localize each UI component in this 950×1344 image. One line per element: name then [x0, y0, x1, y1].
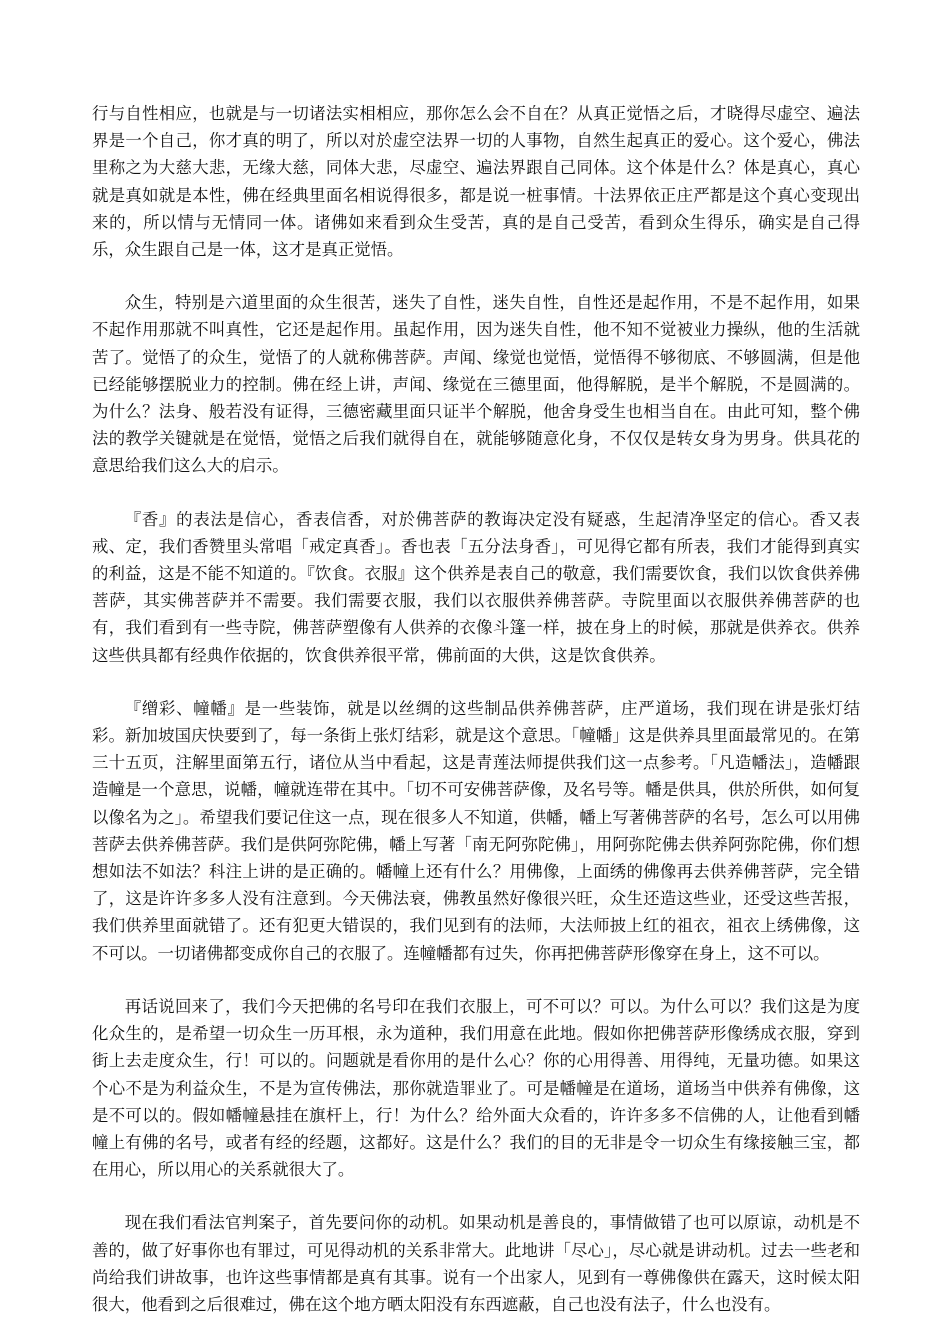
- paragraph-3: 『香』的表法是信心，香表信香，对於佛菩萨的教诲决定没有疑惑，生起清净坚定的信心。香又表戒、定，我们香赞里头常唱「戒定真香」。香也表「五分法身香」，可见得它都有所表，我们才能得到真实的利益，这是不能不知道的。『饮食。衣服』这个供养是表自己的敬意，我们需要饮食，我们以饮食供养佛菩萨，其实佛菩萨并不需要。我们需要衣服，我们以衣服供养佛菩萨。寺院里面以衣服供养佛菩萨的也有，我们看到有一些寺院，佛菩萨塑像有人供养的衣像斗篷一样，披在身上的时候，那就是供养衣。供养这些供具都有经典作依据的，饮食供养很平常，佛前面的大供，这是饮食供养。: [92, 509, 860, 665]
- paragraph-5: 再话说回来了，我们今天把佛的名号印在我们衣服上，可不可以？可以。为什么可以？我们这是为度化众生的，是希望一切众生一历耳根，永为道种，我们用意在此地。假如你把佛菩萨形像绣成衣服，穿到街上去走度众生，行！可以的。问题就是看你用的是什么心？你的心用得善、用得纯，无量功德。如果这个心不是为利益众生，不是为宣传佛法，那你就造罪业了。可是幡幢是在道场，道场当中供养有佛像，这是不可以的。假如幡幢悬挂在旗杆上，行！为什么？给外面大众看的，许许多多不信佛的人，让他看到幡幢上有佛的名号，或者有经的经题，这都好。这是什么？我们的目的无非是令一切众生有缘接触三宝，都在用心，所以用心的关系就很大了。: [92, 996, 860, 1180]
- paragraph-4: 『缯彩、幢幡』是一些装饰，就是以丝绸的这些制品供养佛菩萨，庄严道场，我们现在讲是张灯结彩。新加坡国庆快要到了，每一条街上张灯结彩，就是这个意思。「幢幡」这是供养具里面最常见的。在第三十五页，注解里面第五行，诸位从当中看起，这是青莲法师提供我们这一点参考。「凡造幡法」，造幡跟造幢是一个意思，说幡，幢就连带在其中。「切不可安佛菩萨像，及名号等。幡是供具，供於所供，如何复以像名为之」。希望我们要记住这一点，现在很多人不知道，供幡，幡上写著佛菩萨的名号，怎么可以用佛菩萨去供养佛菩萨。我们是供阿弥陀佛，幡上写著「南无阿弥陀佛」，用阿弥陀佛去供养阿弥陀佛，你们想想如法不如法？科注上讲的是正确的。幡幢上还有什么？用佛像，上面绣的佛像再去供养佛菩萨，完全错了，这是许许多多人没有注意到。今天佛法衰，佛教虽然好像很兴旺，众生还造这些业，还受这些苦报，我们供养里面就错了。还有犯更大错误的，我们见到有的法师，大法师披上红的祖衣，祖衣上绣佛像，这不可以。一切诸佛都变成你自己的衣服了。连幢幡都有过失，你再把佛菩萨形像穿在身上，这不可以。: [92, 698, 860, 963]
- document-page: [92, 100, 860, 1344]
- paragraph-1: 行与自性相应，也就是与一切诸法实相相应，那你怎么会不自在？从真正觉悟之后，才晓得尽虚空、遍法界是一个自己，你才真的明了，所以对於虚空法界一切的人事物，自然生起真正的爱心。这个爱心，佛法里称之为大慈大悲，无缘大慈，同体大悲，尽虚空、遍法界跟自己同体。这个体是什么？体是真心，真心就是真如就是本性，佛在经典里面名相说得很多，都是说一桩事情。十法界依正庄严都是这个真心变现出来的，所以情与无情同一体。诸佛如来看到众生受苦，真的是自己受苦，看到众生得乐，确实是自己得乐，众生跟自己是一体，这才是真正觉悟。: [92, 104, 860, 260]
- paragraph-2: 众生，特别是六道里面的众生很苦，迷失了自性，迷失自性，自性还是起作用，不是不起作用，如果不起作用那就不叫真性，它还是起作用。虽起作用，因为迷失自性，他不知不觉被业力操纵，他的生活就苦了。觉悟了的众生，觉悟了的人就称佛菩萨。声闻、缘觉也觉悟，觉悟得不够彻底、不够圆满，但是他已经能够摆脱业力的控制。佛在经上讲，声闻、缘觉在三德里面，他得解脱，是半个解脱，不是圆满的。为什么？法身、般若没有证得，三德密藏里面只证半个解脱，他舍身受生也相当自在。由此可知，整个佛法的教学关键就是在觉悟，觉悟之后我们就得自在，就能够随意化身，不仅仅是转女身为男身。供具花的意思给我们这么大的启示。: [92, 293, 860, 476]
- paragraph-6: 现在我们看法官判案子，首先要问你的动机。如果动机是善良的，事情做错了也可以原谅，动机是不善的，做了好事你也有罪过，可见得动机的关系非常大。此地讲「尽心」，尽心就是讲动机。过去一些老和尚给我们讲故事，也许这些事情都是真有其事。说有一个出家人，见到有一尊佛像供在露天，这时候太阳很大，他看到之后很难过，佛在这个地方晒太阳没有东西遮蔽，自己也没有法子，什么也没有。: [92, 1213, 860, 1314]
